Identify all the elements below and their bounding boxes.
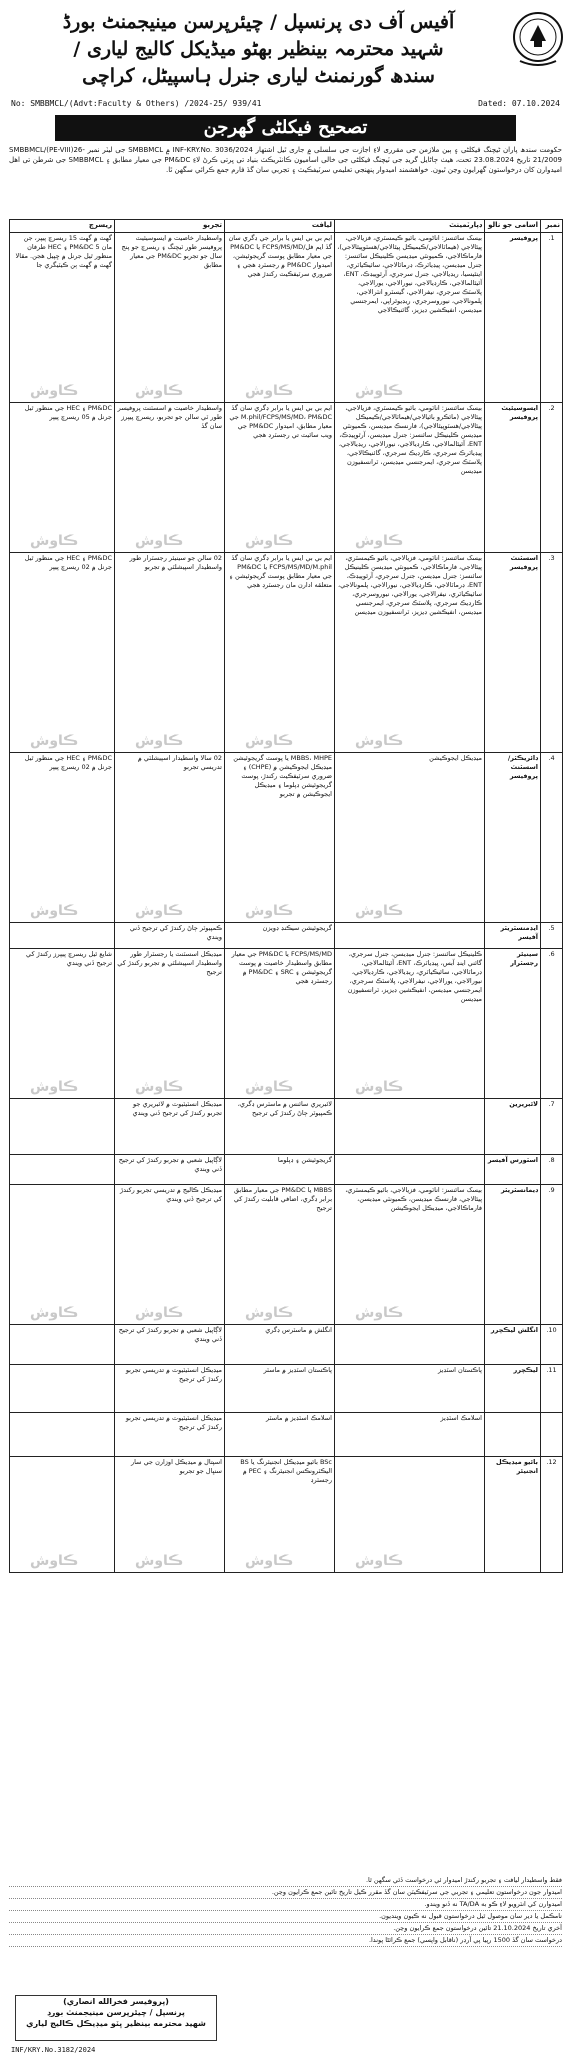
cell-text: اسلامڪ اسٽڊيز [440,1414,482,1422]
cell-text: ميڊيڪل انسٽيٽيوٽ ۾ تدريسي تجربو رکندڙ کي ترجيح [125,1414,222,1431]
cell-text: MBBS، MHPE يا پوسٽ گريجوئيشن ميڊيڪل ايجوڪيشن ۾ (CHPE) ۽ ضروري سرٽيفڪيٽ رکندڙ، پوسٽ گريجوئيشن ڊپلوما ۽ ميڊيڪل ايجوڪيشن ۾ تجربو [233,754,332,798]
col-qualification: ليافت [225,220,335,233]
note-item: فقط واسطيدار ليافت ۽ تجربو رکندڙ اميدوار ئي درخواست ڏئي سگهن ٿا. [9,1875,562,1887]
cell-text: سينيئر رجسٽرار [510,950,538,967]
reference-row [5,99,566,113]
cell-num [541,1365,563,1413]
headline-banner: تصحیح فیکلٹی گهرجن [55,115,516,141]
intro-paragraph: حکومت سندھ پاران ٹیچنگ فیکلٹی ۽ ٻین ملازمن جی مقرری لاءِ اجازت جی سلسلی ۾ جاری ٿیل اشتهار INF-KRY.No. 3036/2024 ۾ SMBBMCL جی لیٽر نمبر SMBBMCL/(PE-VIII)26-21/2009 تاریخ 23.08.2024 تحت، هیٺ ڄاڻایل گریڊ جی ٽیچنگ فیکلٹی جی خالی اسامیون ڪانٽریڪٽ بنیاد تی ڀرتی ڪرڻ لاءِ PM&DC جی معیار مطابق ۽ SMBBMCL جی شرطن تی اهل امیدوارن کان درخواستون گهرايون وڃن ٿيون. خواهشمند امیدوار پنهنجي تعلیمي سرٽيفڪيٽ ۽ تجربي سان گڏ فارم جمع ڪرائي سگهن ٿا. [9,146,562,174]
note-item: نامڪمل يا دير سان موصول ٿيل درخواستون قبول نه ڪيون وينديون. [9,1911,562,1923]
header [5,5,566,97]
table-row [10,1365,563,1413]
col-department: ڊپارٽمينٽ [335,220,485,233]
table-row [10,949,563,1099]
cell-text: ميڊيڪل ايجوڪيشن [429,754,482,762]
cell-num [541,1185,563,1325]
cell-exp [115,1413,225,1457]
cell-qual [225,1099,335,1155]
watermark: ڪاوش [245,1553,294,1569]
watermark: ڪاوش [355,1553,404,1569]
cell-res [10,923,115,949]
title-line-1: آفیس آف دی پرنسپل / چیئرپرسن مینیجمنٹ بورڈ [62,11,455,33]
cell-num [541,553,563,753]
cell-res [10,1457,115,1573]
cell-text: FCPS/MS/MD يا PM&DC جي معيار مطابق واسطيدار خاصيت ۾ پوسٽ گريجوئيشن ۽ SRC ۽ PM&DC ۾ رجسٽرڊ هجي [231,950,332,985]
cell-res [10,403,115,553]
cell-exp [115,1365,225,1413]
watermark: ڪاوش [30,533,79,549]
table-row [10,753,563,923]
cell-res [10,1155,115,1185]
cell-text: PM&DC ۽ HEC جي منظور ٿيل جرنل ۾ 05 ريسرچ پيپر [24,404,112,421]
col-experience: تجربو [115,220,225,233]
watermark: ڪاوش [30,383,79,399]
note-item: درخواست سان گڏ 1500 رپيا پي آرڊر (ناقابل واپسي) جمع ڪرائڻا پوندا. [9,1935,562,1947]
cell-text: گريجوئيشن ۽ ڊپلوما [277,1156,332,1164]
cell-res [10,1099,115,1155]
cell-text: اسلامڪ اسٽڊيز ۾ ماسٽر [266,1414,332,1422]
cell-exp [115,949,225,1099]
title-line-3: سندھ گورنمنٹ لیاری جنرل ہاسپیٹل، کراچی [82,65,435,87]
cell-text: لاڳاپيل شعبي ۾ تجربو رکندڙ کي ترجيح ڏني ويندي [118,1156,222,1173]
cell-text: 8. [548,1156,555,1164]
cell-num [541,949,563,1099]
cell-text: اسسٽنٽ پروفيسر [509,554,538,571]
watermark: ڪاوش [135,903,184,919]
cell-post [485,1457,541,1573]
cell-dept [335,1185,485,1325]
signatory-institution: شهيد محترمه بينظير ڀٽو ميڊيڪل ڪاليج لياري [26,2019,206,2028]
watermark: ڪاوش [245,383,294,399]
cell-text: ايم بي بي ايس يا برابر ڊگري سان گڏ FCPS/MS/MD/M.phil يا PM&DC جي معيار مطابق پوسٽ گريجوئيشن ۽ متعلقه ادارن مان رجسٽرڊ هجي [229,554,332,589]
table-row [10,1155,563,1185]
cell-dept [335,923,485,949]
cell-res [10,1185,115,1325]
watermark: ڪاوش [135,1305,184,1321]
table-row [10,403,563,553]
cell-exp [115,553,225,753]
cell-dept [335,553,485,753]
cell-exp [115,1185,225,1325]
cell-dept [335,1099,485,1155]
cell-text: ميڊيڪل ڪاليج ۾ تدريسي تجربو رکندڙ کي ترجيح ڏني ويندي [119,1186,222,1203]
cell-res [10,1365,115,1413]
cell-num [541,233,563,403]
cell-text: شايع ٿيل ريسرچ پيپرز رکندڙ کي ترجيح ڏني ويندي [26,950,112,967]
cell-qual [225,233,335,403]
cell-text: گهٽ ۾ گهٽ 15 ريسرچ پيپر، جن مان 5 PM&DC ۽ HEC طرفان منظور ٿيل جرنل ۾ ڇپيل هجن. مقالا گهٽ ۾ گهٽ ٻن ڪيٽيگري جا [15,234,112,269]
cell-text: واسطيدار خاصيت ۾ اسسٽنٽ پروفيسر طور ٽي سالن جو تجربو، ريسرچ پيپرز سان گڏ [117,404,222,430]
cell-dept [335,949,485,1099]
cell-res [10,233,115,403]
office-title [13,9,504,90]
cell-text: 5. [548,924,555,932]
cell-text: ايم بي بي ايس يا برابر جي ڊگري سان گڏ ايم فل/FCPS/MS/MD يا PM&DC جي معيار مطابق پوسٽ گريجوئيشن، اميدوار PM&DC ۾ رجسٽرڊ هجي ۽ ضروري سرٽيفڪيٽ رکندڙ هجي [228,234,332,278]
cell-res [10,949,115,1099]
cell-text: بیسک سائنسز: اناٽومي، فزيالاجي، بائيو ڪيمسٽري، پيٿالاجي، فارنسڪ ميڊيسن، ڪميونٽي ميڊيسن، فارماڪالاجي، ميڊيڪل ايجوڪيشن [345,1186,482,1212]
cell-text: پاڪستان اسٽڊيز [437,1366,482,1374]
note-item: آخري تاريخ 21.10.2024 تائين درخواستون جمع ڪرايون وڃن. [9,1923,562,1935]
cell-qual [225,923,335,949]
cell-text: 11. [546,1366,557,1374]
cell-qual [225,1155,335,1185]
col-number: نمبر [541,220,563,233]
watermark: ڪاوش [135,733,184,749]
cell-text: ڪمپيوٽر ڄاڻ رکندڙ کي ترجيح ڏني ويندي [129,924,222,941]
cell-qual [225,403,335,553]
cell-text: بائيو ميڊيڪل انجنيئر [496,1458,538,1475]
watermark: ڪاوش [245,903,294,919]
cell-dept [335,1155,485,1185]
signatory-title: پرنسپل / چيئرپرسن مينيجمنٽ بورڊ [47,2008,185,2017]
table-row [10,923,563,949]
table-row [10,1185,563,1325]
cell-dept [335,1457,485,1573]
cell-exp [115,1155,225,1185]
table-row [10,1457,563,1573]
watermark: ڪاوش [355,733,404,749]
cell-text: لائبريرين [509,1100,538,1108]
cell-text: PM&DC ۽ HEC جي منظور ٿيل جرنل ۾ 02 ريسرچ پيپر [24,554,112,571]
watermark: ڪاوش [245,1305,294,1321]
terms-and-conditions [9,1875,562,1993]
cell-text: MBBS يا PM&DC جي معيار مطابق برابر ڊگري، اضافي قابليت رکندڙ کي ترجيح [233,1186,332,1212]
watermark: ڪاوش [135,383,184,399]
cell-dept [335,403,485,553]
watermark: ڪاوش [135,1079,184,1095]
cell-text: PM&DC ۽ HEC جي منظور ٿيل جرنل ۾ 02 ريسرچ پيپر [24,754,112,771]
cell-text: ڊائريڪٽر/ اسسٽنٽ پروفيسر [507,754,538,780]
cell-post [485,1099,541,1155]
watermark: ڪاوش [245,533,294,549]
positions-table [9,219,563,1573]
watermark: ڪاوش [355,1079,404,1095]
cell-text: لاڳاپيل شعبي ۾ تجربو رکندڙ کي ترجيح ڏني ويندي [118,1326,222,1343]
cell-text: انگلش ليڪچرر [490,1326,538,1334]
watermark: ڪاوش [30,1553,79,1569]
cell-text: 02 سالا واسطيدار اسپيشلٽي ۾ تدريسي تجربو [137,754,222,771]
watermark: ڪاوش [30,733,79,749]
cell-post [485,553,541,753]
cell-post [485,949,541,1099]
watermark: ڪاوش [135,1553,184,1569]
watermark: ڪاوش [30,1305,79,1321]
note-item: اميدوارن کي انٽرويو لاءِ ڪو به TA/DA نه ڏنو ويندو. [9,1899,562,1911]
cell-post [485,1325,541,1365]
cell-num [541,1325,563,1365]
cell-qual [225,1185,335,1325]
note-item: اميدوار جون درخواستون تعليمي ۽ تجربي جي سرٽيفڪيٽن سان گڏ مقرر ڪيل تاريخ تائين جمع ڪرايون وڃن. [9,1887,562,1899]
cell-text: ميڊيڪل انسٽيٽيوٽ ۾ تدريسي تجربو رکندڙ کي ترجيح [125,1366,222,1383]
cell-text: پروفیسر [509,234,538,242]
cell-qual [225,1413,335,1457]
table-row [10,233,563,403]
footer-reference: INF/KRY.No.3182/2024 [11,2046,96,2054]
cell-exp [115,753,225,923]
cell-post [485,1185,541,1325]
table-row [10,1413,563,1457]
cell-post [485,923,541,949]
cell-post [485,233,541,403]
cell-text: 02 سالن جو سينيئر رجسٽرار طور واسطيدار اسپيشلٽي ۾ تجربو [129,554,222,571]
cell-num [541,923,563,949]
cell-qual [225,553,335,753]
cell-qual [225,1457,335,1573]
cell-num [541,1155,563,1185]
cell-num [541,1099,563,1155]
cell-exp [115,1099,225,1155]
cell-text: 6. [548,950,555,958]
cell-post [485,753,541,923]
cell-dept [335,753,485,923]
table-row [10,1325,563,1365]
cell-res [10,1325,115,1365]
cell-res [10,1413,115,1457]
cell-text: گريجوئيشن سيڪنڊ ڊويزن [262,924,332,932]
date: Dated: 07.10.2024 [478,99,560,108]
cell-num [541,753,563,923]
cell-exp [115,403,225,553]
watermark: ڪاوش [355,533,404,549]
signature-block [15,1995,217,2041]
cell-text: BSc بائيو ميڊيڪل انجنيئرنگ يا BS اليڪٽرونڪس انجنيئرنگ ۽ PEC ۾ رجسٽرڊ [240,1458,332,1484]
cell-text: لائبريري سائنس ۾ ماسٽرس ڊگري، ڪمپيوٽر ڄاڻ رکندڙ کي ترجيح [237,1100,332,1117]
cell-exp [115,1325,225,1365]
newspaper-advertisement [5,5,566,2056]
college-seal-icon [512,9,564,69]
cell-dept [335,1325,485,1365]
cell-text: انگلش ۾ ماسٽرس ڊگري [265,1326,332,1334]
cell-text: ڊيمانسٽريٽر [500,1186,538,1194]
table-header-row [10,220,563,233]
cell-qual [225,949,335,1099]
cell-num [541,1413,563,1457]
table-row [10,1099,563,1155]
col-research: ريسرچ [10,220,115,233]
signatory-name: (پروفيسر فخرالله انصاري) [63,1997,169,2006]
watermark: ڪاوش [135,533,184,549]
cell-qual [225,1325,335,1365]
cell-text: بیسک سائنسز: اناٹومی، بائیو ڪیمسٽري، فزیالاجي، پيٿالاجي (هيماٽالاجي/ڪيميڪل پيٿالاجي/هسٽوپيٿالاجي)، فارماڪالاجي، ڪميونٽي ميڊيسن ڪلينيڪل سائنسز: جنرل ميڊيسن، پيڊياٽرڪ، ڊرماٽالاجي، سائيڪياٽري، اينٿيسيا، ريڊيالاجي، جنرل سرجري، آرٿوپيڊڪ، ENT، آئيٿالمالاجي، ڪارڊيالاجي، نيورالاجي، يورالاجي، پلاسٽڪ سرجري، نيفرالاجي، گيسٽرو انٽرالاجي، پلمونالاجي، نيوروسرجري، ريڊيوٿراپي، ايمرجنسي ميڊيسن، انفيڪشين ڊيزيز، گائنيڪالاجي [337,234,482,314]
cell-text: ڪلينيڪل سائنسز: جنرل ميڊيسن، جنرل سرجري، گائني اينڊ آبس، پيڊياٽرڪ، ENT، آئيٿالمالاجي، ڊرماٽالاجي، سائيڪياٽري، ريڊيالاجي، ڪارڊيالاجي، نيورالاجي، يورالاجي، نيفرالاجي، پلاسٽڪ سرجري، ايمرجنسي ميڊيسن، انفيڪشين ڊيزيز، ٽرانسفيوزن ميڊيسن [347,950,482,1003]
cell-text: ليڪچرر [513,1366,538,1374]
cell-text: بیسک سائنسز: اناٽومي، بائيو ڪيمسٽري، فزيالاجي، پيٿالاجي (مائڪرو بائيالاجي/هيماٽالاجي/ڪيميڪل پيٿالاجي/هسٽوپيٿالاجي)، فارنسڪ ميڊيسن، ڪميونٽي ميڊيسن ڪلينيڪل سائنسز: جنرل ميڊيسن، آرٿوپيڊڪ، ENT، آئيٿالمالاجي، ڪارڊيالاجي، نيورالاجي، ريڊيالاجي، پيڊياٽرڪ سرجري، ڪارڊيڪ سرجري، گائنيڪالاجي، پلاسٽڪ سرجري، ايمرجنسي ميڊيسن، ٽرانسفيوزن ميڊيسن [338,404,482,475]
cell-text: 3. [548,554,555,562]
cell-qual [225,753,335,923]
cell-num [541,403,563,553]
cell-text: 9. [548,1186,555,1194]
watermark: ڪاوش [30,1079,79,1095]
col-post: اسامی جو نالو [485,220,541,233]
cell-exp [115,233,225,403]
watermark: ڪاوش [30,903,79,919]
reference-number: No: SMBBMCL/(Advt:Faculty & Others) /2024-25/ 939/41 [11,99,262,108]
cell-text: ميڊيڪل انسٽيٽيوٽ ۾ لائبريري جو تجربو رکندڙ کي ترجيح ڏني ويندي [132,1100,222,1117]
cell-text: ايم بي بي ايس يا برابر ڊگري سان گڏ M.phil/FCPS/MS/MD، PM&DC جي معيار مطابق، اميدوار PM&DC جي ويب سائيٽ تي رجسٽرڊ هجي [229,404,332,439]
cell-exp [115,1457,225,1573]
cell-dept [335,1413,485,1457]
cell-text: بیسک سائنسز: اناٽومي، فزيالاجي، بائيو ڪيمسٽري، پيٿالاجي، فارماڪالاجي، ڪميونٽي ميڊيسن ڪلينيڪل سائنسز: جنرل ميڊيسن، جنرل سرجري، آرٿوپيڊڪ، ENT، ڊرماٽالاجي، ڪارڊيالاجي، نيورالاجي، پلمونالاجي، سائيڪياٽري، نيفرالاجي، يورالاجي، نيوروسرجري، ڪارڊيڪ سرجري، پلاسٽڪ سرجري، ايمرجنسي ميڊيسن، انفيڪشين ڊيزيز، ٽرانسفيوزن ميڊيسن [338,554,482,616]
cell-text: پاڪستان اسٽڊيز ۾ ماسٽر [263,1366,332,1374]
watermark: ڪاوش [245,733,294,749]
cell-dept [335,1365,485,1413]
cell-text: 1. [548,234,555,242]
cell-text: 12. [546,1458,557,1466]
cell-exp [115,923,225,949]
watermark: ڪاوش [355,903,404,919]
cell-text: ايسوسيئيٽ پروفيسر [501,404,538,421]
cell-text: 4. [548,754,555,762]
table-row [10,553,563,753]
cell-text: اسٽورس آفيسر [487,1156,538,1164]
cell-text: ايڊمنسٽريٽر آفيسر [500,924,538,941]
cell-post [485,403,541,553]
cell-post [485,1365,541,1413]
title-line-2: شہید محترمہ بینظیر بھٹو میڈیکل کالیج لیاری / [73,38,444,60]
cell-text: 7. [548,1100,555,1108]
cell-post [485,1413,541,1457]
cell-text: ميڊيڪل اسسٽنٽ يا رجسٽرار طور واسطيدار اسپيشلٽي ۾ تجربو رکندڙ کي ترجيح [117,950,222,976]
cell-dept [335,233,485,403]
cell-text: اسپتال ۾ ميڊيڪل اوزارن جي سار سنڀال جو تجربو [130,1458,222,1475]
cell-res [10,753,115,923]
watermark: ڪاوش [355,1305,404,1321]
cell-post [485,1155,541,1185]
cell-num [541,1457,563,1573]
cell-text: واسطيدار خاصيت ۾ ايسوسيئيٽ پروفيسر طور ٽيچنگ ۽ ريسرچ جو پنج سال جو تجربو PM&DC جي معيار مطابق [121,234,222,269]
watermark: ڪاوش [355,383,404,399]
cell-text: 2. [548,404,555,412]
cell-qual [225,1365,335,1413]
cell-res [10,553,115,753]
cell-text: 10. [546,1326,557,1334]
watermark: ڪاوش [245,1079,294,1095]
